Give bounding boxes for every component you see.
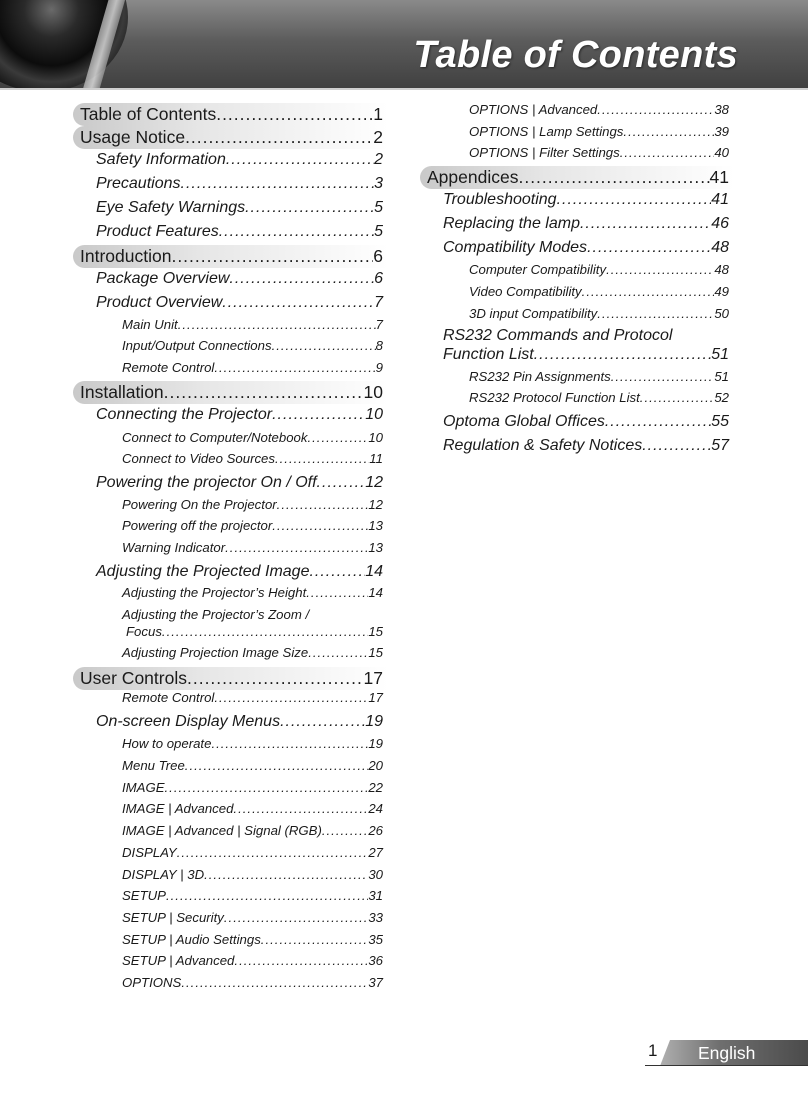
toc-entry-title: Connecting the Projector [96, 406, 273, 423]
toc-entry-title: Regulation & Safety Notices [443, 437, 643, 454]
toc-entry-title: RS232 Protocol Function List [469, 390, 640, 405]
toc-entry[interactable] [443, 239, 729, 257]
toc-entry-title: Connect to Computer/Notebook [122, 430, 308, 445]
toc-entry-title: SETUP [122, 888, 166, 903]
toc-entry-title: IMAGE [122, 780, 165, 795]
toc-page-number: 24 [368, 801, 383, 816]
toc-page-number: 6 [374, 270, 383, 287]
toc-page-number: 14 [368, 585, 383, 600]
toc-page-number: 52 [714, 390, 729, 405]
toc-entry[interactable] [122, 317, 383, 332]
toc-entry-title: OPTIONS | Advanced [469, 102, 598, 117]
toc-page-number: 12 [365, 474, 383, 491]
toc-entry[interactable] [96, 563, 383, 581]
toc-page-number: 36 [368, 953, 383, 968]
toc-page-number: 51 [711, 346, 729, 363]
dot-leader [306, 585, 368, 600]
dot-leader [245, 199, 374, 217]
dot-leader [211, 736, 368, 751]
toc-page-number: 1 [373, 104, 383, 124]
toc-page-number: 14 [365, 563, 383, 580]
toc-page-number: 35 [368, 932, 383, 947]
toc-entry[interactable] [122, 360, 383, 375]
dot-leader [229, 270, 374, 288]
toc-entry[interactable] [443, 437, 729, 455]
dot-leader [640, 390, 715, 405]
toc-entry-title: Remote Control [122, 360, 215, 375]
toc-entry-title: Input/Output Connections [122, 338, 272, 353]
toc-entry-title: Package Overview [96, 270, 230, 287]
dot-leader [214, 360, 375, 375]
dot-leader [308, 645, 368, 660]
dot-leader [222, 294, 374, 312]
header-banner [0, 0, 808, 90]
toc-entry[interactable] [443, 215, 729, 233]
dot-leader [280, 713, 365, 731]
toc-entry[interactable] [122, 338, 383, 353]
toc-section-heading[interactable] [80, 127, 383, 148]
dot-leader [162, 624, 368, 639]
toc-entry[interactable] [122, 451, 383, 466]
toc-entry-title: Adjusting Projection Image Size [122, 645, 309, 660]
dot-leader [234, 953, 368, 968]
toc-entry[interactable] [443, 413, 729, 431]
toc-entry[interactable] [122, 910, 383, 925]
toc-entry-title: Usage Notice [80, 127, 186, 147]
dot-leader [582, 284, 715, 299]
toc-entry-title: Powering the projector On / Off [96, 474, 317, 491]
toc-entry-title: Powering off the projector [122, 518, 273, 533]
toc-entry[interactable] [122, 645, 383, 660]
toc-entry-title: On-screen Display Menus [96, 713, 281, 730]
dot-leader [272, 518, 368, 533]
dot-leader [275, 451, 369, 466]
toc-entry[interactable] [469, 145, 729, 160]
toc-entry-title: OPTIONS | Filter Settings [469, 145, 620, 160]
toc-page-number: 49 [714, 284, 729, 299]
dot-leader [307, 430, 368, 445]
footer-rule [645, 1065, 808, 1066]
toc-page-number: 50 [714, 306, 729, 321]
toc-page-number: 30 [368, 867, 383, 882]
toc-entry[interactable] [122, 953, 383, 968]
toc-entry[interactable] [96, 175, 383, 193]
toc-entry-title: Product Features [96, 223, 219, 240]
dot-leader [164, 382, 364, 403]
toc-page-number: 10 [365, 406, 383, 423]
language-label: English [698, 1043, 756, 1063]
dot-leader [606, 262, 714, 277]
toc-page-number: 51 [714, 369, 729, 384]
toc-entry-title: User Controls [80, 668, 187, 688]
toc-entry-title: OPTIONS [122, 975, 182, 990]
toc-entry[interactable] [443, 191, 729, 209]
dot-leader [181, 975, 368, 990]
toc-entry-title: DISPLAY [122, 845, 177, 860]
toc-entry[interactable] [469, 284, 729, 299]
toc-entry[interactable] [96, 294, 383, 312]
toc-entry-title: Installation [80, 382, 164, 402]
toc-entry-title: Warning Indicator [122, 540, 226, 555]
toc-entry[interactable] [96, 270, 383, 288]
toc-entry-title: IMAGE | Advanced [122, 801, 234, 816]
toc-page-number: 12 [368, 497, 383, 512]
toc-entry-title-line2: Function List [443, 346, 534, 363]
toc-entry-title: Eye Safety Warnings [96, 199, 246, 216]
toc-entry[interactable] [122, 975, 383, 990]
toc-entry-title-line1: Adjusting the Projector’s Zoom / [122, 607, 310, 622]
dot-leader [605, 413, 711, 431]
toc-entry[interactable] [122, 518, 383, 533]
toc-entry[interactable] [96, 474, 383, 492]
toc-entry[interactable] [126, 624, 383, 639]
toc-page-number: 9 [375, 360, 383, 375]
toc-page-number: 15 [368, 624, 383, 639]
toc-page-number: 41 [711, 191, 729, 208]
dot-leader [272, 338, 376, 353]
toc-entry-title: Safety Information [96, 151, 226, 168]
toc-entry-title: Adjusting the Projected Image [96, 563, 310, 580]
toc-entry[interactable] [469, 124, 729, 139]
toc-entry[interactable] [122, 780, 383, 795]
toc-entry-title-line1: RS232 Commands and Protocol [443, 327, 673, 344]
dot-leader [620, 145, 715, 160]
toc-entry-title: RS232 Pin Assignments [469, 369, 611, 384]
dot-leader [611, 369, 715, 384]
toc-section-heading[interactable] [80, 668, 383, 689]
toc-page-number: 3 [374, 175, 383, 192]
toc-entry[interactable] [96, 713, 383, 731]
toc-page-number: 8 [375, 338, 383, 353]
dot-leader [309, 563, 365, 581]
toc-page-number: 10 [368, 430, 383, 445]
toc-entry-title: Table of Contents [80, 104, 217, 124]
toc-entry[interactable] [469, 390, 729, 405]
toc-entry-title: SETUP | Security [122, 910, 224, 925]
dot-leader [219, 223, 374, 241]
toc-section-heading[interactable] [427, 167, 729, 188]
dot-leader [233, 801, 368, 816]
toc-entry-title: Compatibility Modes [443, 239, 588, 256]
toc-page-number: 46 [711, 215, 729, 232]
toc-entry[interactable] [469, 306, 729, 321]
toc-page-number: 2 [374, 151, 383, 168]
toc-page-number: 5 [374, 199, 383, 216]
dot-leader [225, 540, 368, 555]
toc-entry-title: OPTIONS | Lamp Settings [469, 124, 624, 139]
toc-page-number: 11 [369, 451, 383, 466]
toc-page-number: 41 [709, 167, 729, 187]
dot-leader [277, 497, 369, 512]
dot-leader [518, 167, 709, 188]
toc-page-number: 15 [368, 645, 383, 660]
toc-entry[interactable] [122, 823, 383, 838]
toc-entry-title: SETUP | Audio Settings [122, 932, 261, 947]
toc-entry-title: Replacing the lamp [443, 215, 580, 232]
toc-entry-title: Connect to Video Sources [122, 451, 275, 466]
toc-entry-title: Menu Tree [122, 758, 185, 773]
dot-leader [187, 668, 364, 689]
dot-leader [171, 246, 373, 267]
page-number: 1 [648, 1041, 658, 1060]
toc-entry[interactable] [96, 223, 383, 241]
dot-leader [261, 932, 369, 947]
toc-entry-title: DISPLAY | 3D [122, 867, 205, 882]
toc-page-number: 39 [714, 124, 729, 139]
dot-leader [181, 175, 375, 193]
toc-section-heading[interactable] [80, 382, 383, 403]
toc-section-heading[interactable] [80, 104, 383, 125]
dot-leader [165, 780, 369, 795]
dot-leader [597, 102, 714, 117]
toc-entry-title: Adjusting the Projector’s Height [122, 585, 307, 600]
dot-leader [580, 215, 711, 233]
toc-entry[interactable] [443, 346, 729, 364]
toc-page-number: 19 [365, 713, 383, 730]
toc-entry-title: Main Unit [122, 317, 178, 332]
toc-page-number: 55 [711, 413, 729, 430]
toc-entry-title: Optoma Global Offices [443, 413, 605, 430]
toc-page-number: 20 [368, 758, 383, 773]
toc-entry-title: SETUP | Advanced [122, 953, 235, 968]
toc-entry-title: Introduction [80, 246, 172, 266]
toc-entry[interactable] [122, 845, 383, 860]
toc-entry[interactable] [469, 102, 729, 117]
toc-page-number: 31 [368, 888, 383, 903]
toc-entry-title: IMAGE | Advanced | Signal (RGB) [122, 823, 322, 838]
toc-entry[interactable] [122, 585, 383, 600]
dot-leader [204, 867, 368, 882]
toc-entry[interactable] [469, 369, 729, 384]
toc-entry-title-line2: Focus [126, 624, 162, 639]
toc-entry[interactable] [96, 406, 383, 424]
dot-leader [534, 346, 711, 364]
toc-entry[interactable] [469, 262, 729, 277]
page-title: Table of Contents [413, 34, 738, 76]
dot-leader [166, 888, 368, 903]
toc-entry[interactable] [122, 758, 383, 773]
toc-entry-title: Computer Compatibility [469, 262, 607, 277]
toc-entry[interactable] [122, 690, 383, 705]
toc-entry-title: Precautions [96, 175, 181, 192]
toc-entry[interactable] [122, 497, 383, 512]
dot-leader [597, 306, 714, 321]
dot-leader [642, 437, 711, 455]
toc-entry-title: Powering On the Projector [122, 497, 277, 512]
dot-leader [272, 406, 365, 424]
toc-entry-title: How to operate [122, 736, 212, 751]
toc-page-number: 48 [711, 239, 729, 256]
dot-leader [224, 910, 368, 925]
toc-page-number: 5 [374, 223, 383, 240]
dot-leader [185, 127, 373, 148]
toc-entry-title: Appendices [427, 167, 519, 187]
toc-page-number: 7 [374, 294, 383, 311]
toc-page-number: 37 [368, 975, 383, 990]
toc-page-number: 57 [711, 437, 729, 454]
dot-leader [557, 191, 712, 209]
toc-page-number: 22 [368, 780, 383, 795]
toc-entry[interactable] [122, 736, 383, 751]
toc-entry-title: Troubleshooting [443, 191, 557, 208]
toc-page-number: 33 [368, 910, 383, 925]
toc-page-number: 40 [714, 145, 729, 160]
toc-entry[interactable] [122, 932, 383, 947]
toc-entry-title: Remote Control [122, 690, 215, 705]
dot-leader [226, 151, 374, 169]
dot-leader [178, 317, 376, 332]
toc-page-number: 19 [368, 736, 383, 751]
dot-leader [185, 758, 369, 773]
dot-leader [216, 104, 373, 125]
toc-page-number: 17 [368, 690, 383, 705]
toc-page-number: 7 [375, 317, 383, 332]
toc-page-number: 10 [363, 382, 383, 402]
toc-page-number: 27 [368, 845, 383, 860]
toc-page-number: 2 [373, 127, 383, 147]
toc-entry[interactable] [96, 151, 383, 169]
toc-entry[interactable] [122, 430, 383, 445]
toc-entry[interactable] [96, 199, 383, 217]
toc-entry[interactable] [122, 888, 383, 903]
dot-leader [322, 823, 368, 838]
toc-page-number: 13 [368, 540, 383, 555]
toc-entry-title: Video Compatibility [469, 284, 582, 299]
toc-page-number: 17 [363, 668, 383, 688]
toc-page-number: 48 [714, 262, 729, 277]
toc-entry[interactable] [122, 867, 383, 882]
dot-leader [214, 690, 368, 705]
toc-section-heading[interactable] [80, 246, 383, 267]
dot-leader [317, 474, 366, 492]
toc-entry[interactable] [122, 801, 383, 816]
dot-leader [623, 124, 714, 139]
header-divider [0, 88, 808, 90]
toc-page-number: 38 [714, 102, 729, 117]
toc-page-number: 13 [368, 518, 383, 533]
dot-leader [177, 845, 369, 860]
toc-page-number: 26 [368, 823, 383, 838]
toc-entry-title: 3D input Compatibility [469, 306, 598, 321]
dot-leader [587, 239, 711, 257]
toc-entry-title: Product Overview [96, 294, 223, 311]
toc-entry[interactable] [122, 540, 383, 555]
toc-page-number: 6 [373, 246, 383, 266]
